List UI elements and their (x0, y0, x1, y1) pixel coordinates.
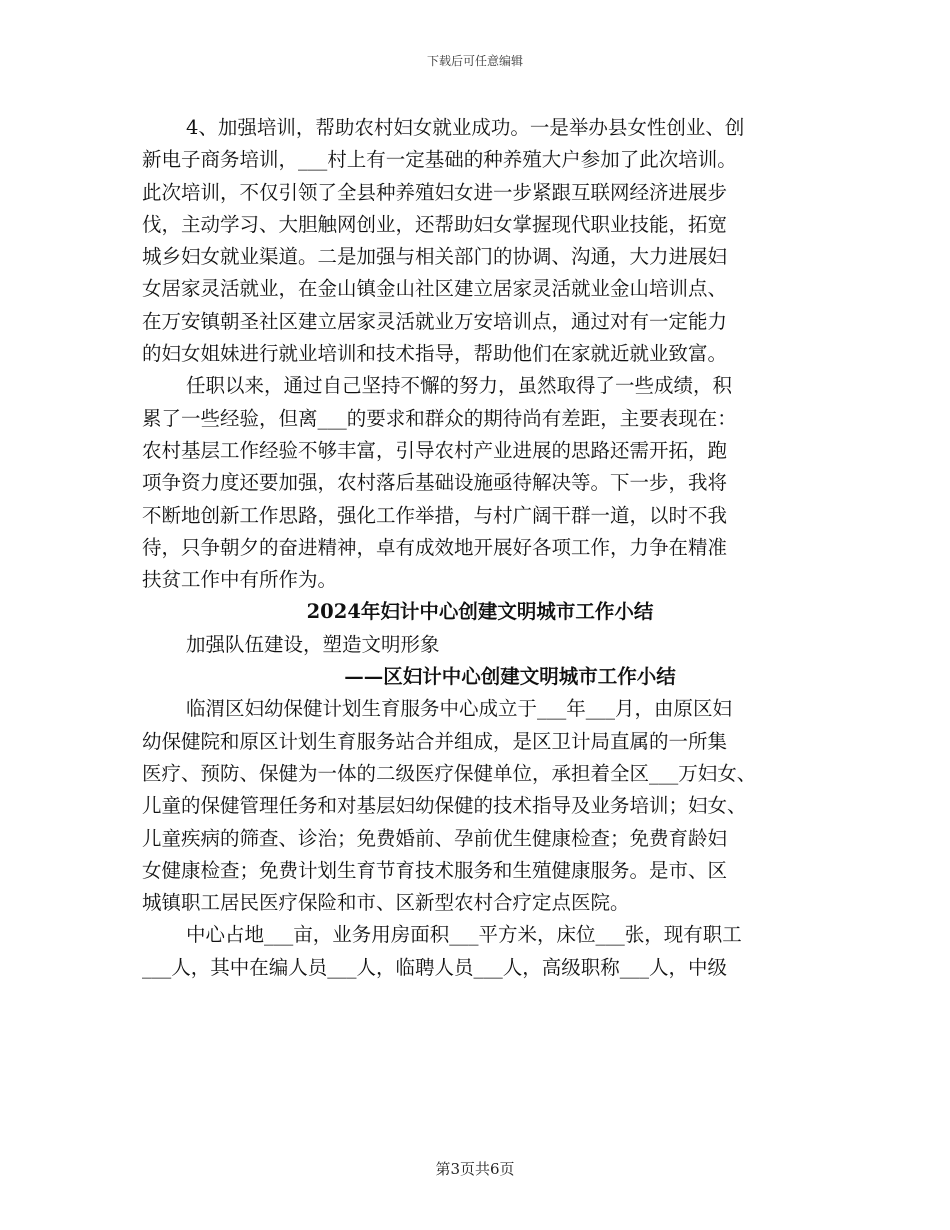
paragraph-line: 儿童疾病的筛查、诊治；免费婚前、孕前优生健康检查；免费育龄妇 (142, 826, 728, 850)
paragraph-line: 城镇职工居民医疗保险和市、区新型农村合疗定点医院。 (142, 891, 630, 915)
paragraph-line: 4、加强培训，帮助农村妇女就业成功。一是举办县女性创业、创 (186, 116, 745, 139)
paragraph-line: 扶贫工作中有所作为。 (142, 568, 338, 592)
paragraph-line: 幼保健院和原区计划生育服务站合并组成，是区卫计局直属的一所集 (142, 729, 728, 753)
paragraph-line: 伐，主动学习、大胆触网创业，还帮助妇女掌握现代职业技能，拓宽 (142, 212, 728, 236)
paragraph-line: 女健康检查；免费计划生育节育技术服务和生殖健康服务。是市、区 (142, 858, 728, 882)
paragraph-line: 在万安镇朝圣社区建立居家灵活就业万安培训点，通过对有一定能力 (142, 309, 728, 333)
paragraph-line: 临渭区妇幼保健计划生育服务中心成立于___年___月，由原区妇 (186, 697, 733, 721)
article-subtitle: ——区妇计中心创建文明城市工作小结 (344, 665, 676, 689)
paragraph-line: 中心占地___亩，业务用房面积___平方米，床位___张，现有职工 (186, 923, 742, 947)
paragraph-line: 待，只争朝夕的奋进精神，卓有成效地开展好各项工作，力争在精准 (142, 535, 728, 559)
paragraph-line: 新电子商务培训，___村上有一定基础的种养殖大户参加了此次培训。 (142, 148, 737, 172)
paragraph-line: 累了一些经验，但离___的要求和群众的期待尚有差距，主要表现在： (142, 406, 737, 430)
paragraph-line: 的妇女姐妹进行就业培训和技术指导，帮助他们在家就近就业致富。 (142, 342, 728, 366)
paragraph-line: 此次培训，不仅引领了全县种养殖妇女进一步紧跟互联网经济进展步 (142, 180, 728, 204)
paragraph-line: 女居家灵活就业，在金山镇金山社区建立居家灵活就业金山培训点、 (142, 277, 728, 301)
paragraph-line: ___人，其中在编人员___人，临聘人员___人，高级职称___人，中级 (142, 955, 728, 979)
document-body (142, 112, 818, 984)
article-title: 2024年妇计中心创建文明城市工作小结 (306, 600, 654, 624)
paragraph-line: 任职以来，通过自己坚持不懈的努力，虽然取得了一些成绩，积 (186, 374, 733, 398)
paragraph-line: 城乡妇女就业渠道。二是加强与相关部门的协调、沟通，大力进展妇 (142, 245, 728, 269)
header-note: 下载后可任意编辑 (426, 54, 523, 68)
paragraph-line: 儿童的保健管理任务和对基层妇幼保健的技术指导及业务培训；妇女、 (142, 794, 747, 818)
paragraph-line: 医疗、预防、保健为一体的二级医疗保健单位，承担着全区___万妇女、 (142, 761, 757, 785)
paragraph-line: 农村基层工作经验不够丰富，引导农村产业进展的思路还需开拓，跑 (142, 438, 728, 462)
paragraph-line: 不断地创新工作思路，强化工作举措，与村广阔干群一道，以时不我 (142, 503, 728, 527)
article-lead: 加强队伍建设，塑造文明形象 (186, 632, 440, 656)
page-number: 第3页共6页 (435, 1160, 515, 1178)
paragraph-line: 项争资力度还要加强，农村落后基础设施亟待解决等。下一步，我将 (142, 471, 728, 495)
